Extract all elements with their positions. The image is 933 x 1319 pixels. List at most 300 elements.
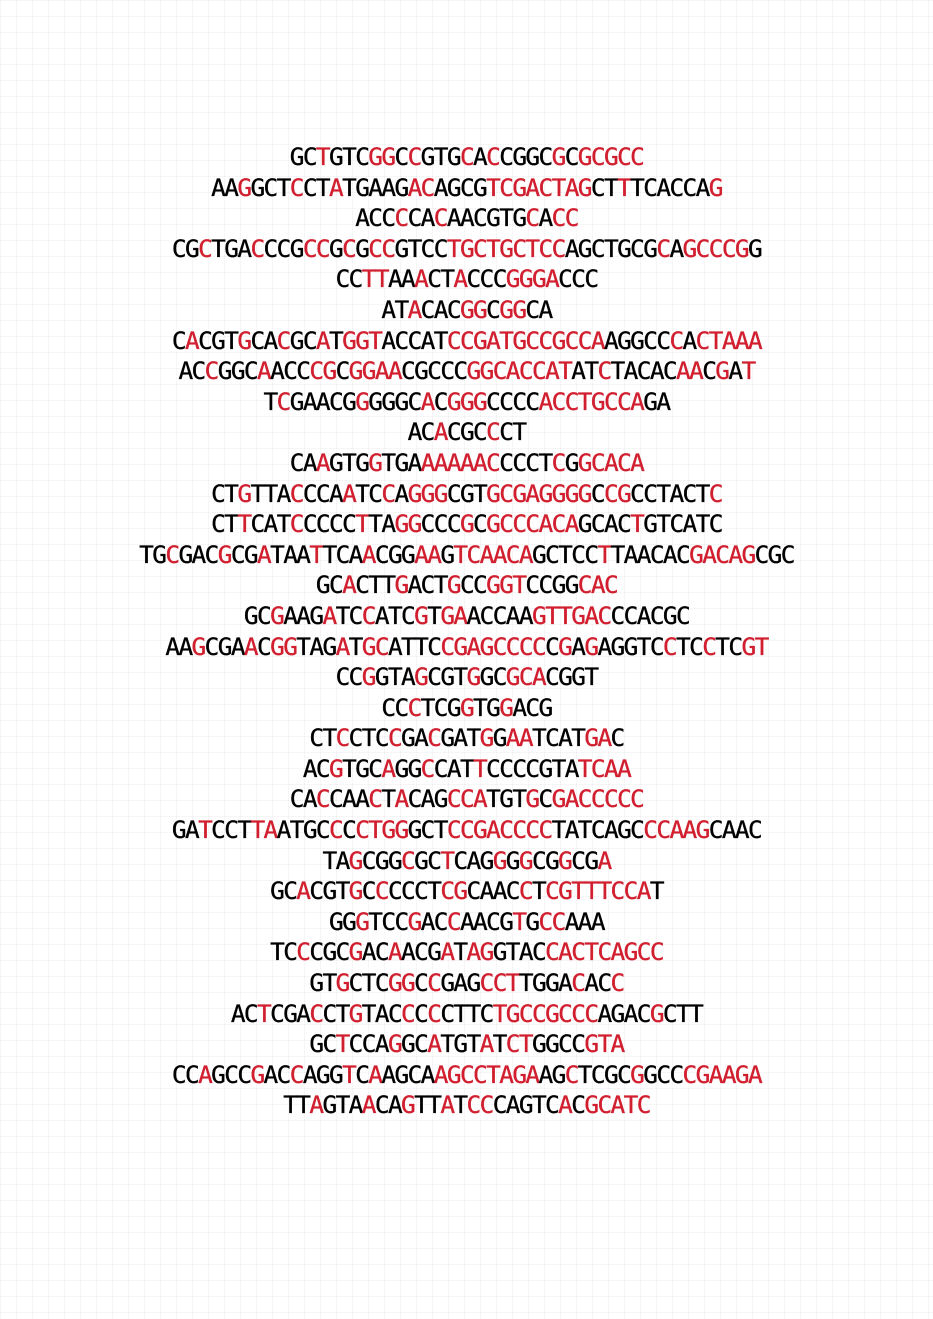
nucleotide: C	[728, 631, 742, 661]
nucleotide: G	[695, 1059, 709, 1089]
nucleotide: G	[558, 631, 572, 661]
nucleotide: G	[224, 233, 238, 263]
nucleotide: T	[577, 1059, 591, 1089]
nucleotide: C	[525, 325, 539, 355]
nucleotide: A	[630, 447, 644, 477]
nucleotide: C	[525, 570, 539, 600]
nucleotide: G	[603, 142, 618, 171]
nucleotide: A	[329, 478, 343, 508]
nucleotide: G	[734, 233, 749, 263]
nucleotide: A	[263, 509, 277, 539]
sequence-line	[322, 846, 610, 877]
sequence-line	[211, 509, 722, 540]
nucleotide: C	[473, 509, 487, 539]
nucleotide: C	[427, 998, 441, 1028]
nucleotide: G	[590, 386, 604, 416]
nucleotide: T	[545, 600, 559, 630]
nucleotide: A	[486, 325, 500, 355]
nucleotide: A	[407, 570, 421, 600]
nucleotide: C	[335, 539, 349, 569]
nucleotide: C	[492, 631, 506, 661]
nucleotide: A	[630, 386, 644, 416]
nucleotide: A	[165, 631, 179, 661]
nucleotide: G	[178, 539, 192, 569]
nucleotide: A	[558, 968, 572, 998]
nucleotide: A	[505, 600, 519, 630]
nucleotide: C	[302, 478, 316, 508]
nucleotide: A	[656, 172, 670, 202]
nucleotide: G	[610, 631, 624, 661]
nucleotide: T	[263, 386, 277, 416]
nucleotide: C	[374, 539, 388, 569]
nucleotide: T	[486, 233, 500, 263]
nucleotide: A	[682, 815, 696, 845]
nucleotide: A	[748, 325, 762, 355]
nucleotide: C	[453, 845, 467, 875]
nucleotide: A	[420, 1059, 434, 1089]
nucleotide: C	[643, 815, 657, 845]
nucleotide: G	[741, 539, 755, 569]
nucleotide: C	[649, 600, 663, 630]
nucleotide: A	[486, 815, 500, 845]
nucleotide: T	[492, 998, 506, 1028]
nucleotide: C	[459, 325, 474, 355]
nucleotide: T	[407, 233, 421, 263]
nucleotide: A	[178, 356, 192, 386]
nucleotide: C	[630, 815, 644, 845]
nucleotide: T	[342, 1059, 356, 1089]
nucleotide: T	[708, 325, 722, 355]
sequence-line	[270, 876, 663, 907]
nucleotide: C	[420, 294, 434, 324]
nucleotide: G	[322, 631, 336, 661]
nucleotide: C	[669, 1059, 683, 1089]
nucleotide: G	[571, 662, 585, 692]
nucleotide: A	[420, 784, 434, 814]
nucleotide: A	[453, 600, 467, 630]
nucleotide: C	[603, 478, 618, 508]
nucleotide: C	[237, 1059, 251, 1089]
nucleotide: A	[184, 325, 199, 355]
nucleotide: G	[734, 1059, 749, 1089]
nucleotide: G	[577, 142, 591, 171]
nucleotide: G	[243, 539, 257, 569]
nucleotide: G	[479, 356, 493, 386]
nucleotide: C	[302, 142, 316, 171]
nucleotide: C	[531, 998, 546, 1028]
nucleotide: G	[551, 570, 565, 600]
nucleotide: G	[407, 753, 421, 783]
nucleotide: G	[217, 356, 231, 386]
nucleotide: T	[453, 937, 467, 967]
nucleotide: G	[407, 906, 421, 936]
nucleotide: G	[230, 356, 244, 386]
nucleotide: T	[394, 294, 408, 324]
nucleotide: G	[499, 906, 513, 936]
nucleotide: A	[466, 631, 480, 661]
nucleotide: C	[545, 1090, 559, 1120]
nucleotide: A	[309, 631, 323, 661]
nucleotide: T	[224, 509, 238, 539]
nucleotide: G	[394, 233, 408, 263]
nucleotide: T	[551, 172, 565, 202]
nucleotide: G	[466, 968, 480, 998]
nucleotide: A	[734, 815, 749, 845]
nucleotide: C	[545, 539, 559, 569]
nucleotide: C	[558, 998, 572, 1028]
nucleotide: G	[505, 845, 519, 875]
nucleotide: G	[283, 998, 297, 1028]
nucleotide: C	[525, 386, 539, 416]
nucleotide: A	[387, 937, 402, 967]
nucleotide: T	[433, 570, 447, 600]
nucleotide: G	[211, 1059, 225, 1089]
nucleotide: T	[453, 539, 467, 569]
nucleotide: C	[381, 233, 395, 263]
sequence-line	[231, 999, 702, 1030]
nucleotide: G	[387, 968, 402, 998]
nucleotide: C	[630, 233, 644, 263]
nucleotide: C	[394, 142, 408, 171]
nucleotide: G	[512, 1059, 526, 1089]
nucleotide: A	[590, 570, 604, 600]
nucleotide: C	[531, 631, 546, 661]
nucleotide: G	[414, 600, 428, 630]
nucleotide: G	[446, 172, 460, 202]
nucleotide: T	[315, 172, 330, 202]
nucleotide: A	[564, 906, 578, 936]
nucleotide: C	[309, 356, 323, 386]
nucleotide: C	[669, 509, 683, 539]
nucleotide: A	[597, 631, 611, 661]
nucleotide: C	[590, 753, 604, 783]
nucleotide: A	[505, 356, 519, 386]
nucleotide: C	[623, 876, 637, 906]
nucleotide: C	[505, 1029, 519, 1059]
nucleotide: C	[401, 845, 415, 875]
nucleotide: C	[662, 356, 676, 386]
nucleotide: C	[590, 447, 604, 477]
nucleotide: G	[407, 509, 421, 539]
nucleotide: T	[603, 233, 618, 263]
nucleotide: T	[433, 325, 447, 355]
nucleotide: C	[283, 356, 297, 386]
nucleotide: C	[263, 172, 277, 202]
nucleotide: G	[414, 662, 428, 692]
nucleotide: A	[322, 600, 336, 630]
nucleotide: C	[590, 233, 604, 263]
nucleotide: C	[571, 1029, 585, 1059]
nucleotide: C	[479, 968, 493, 998]
nucleotide: C	[676, 539, 690, 569]
nucleotide: C	[243, 356, 257, 386]
nucleotide: C	[636, 937, 650, 967]
nucleotide: T	[257, 998, 271, 1028]
nucleotide: A	[446, 203, 460, 233]
nucleotide: A	[198, 1059, 212, 1089]
nucleotide: A	[466, 600, 480, 630]
nucleotide: C	[204, 356, 218, 386]
nucleotide: A	[721, 325, 735, 355]
nucleotide: C	[381, 906, 395, 936]
nucleotide: T	[630, 509, 644, 539]
nucleotide: C	[558, 264, 572, 294]
nucleotide: C	[525, 753, 539, 783]
nucleotide: A	[387, 631, 402, 661]
nucleotide: C	[381, 203, 395, 233]
nucleotide: C	[558, 1029, 572, 1059]
nucleotide: C	[309, 937, 323, 967]
nucleotide: C	[610, 723, 624, 753]
nucleotide: C	[198, 325, 212, 355]
nucleotide: A	[531, 662, 546, 692]
nucleotide: A	[315, 447, 330, 477]
nucleotide: C	[322, 998, 336, 1028]
nucleotide: C	[394, 325, 408, 355]
nucleotide: A	[329, 172, 343, 202]
nucleotide: C	[309, 876, 323, 906]
nucleotide: C	[636, 356, 650, 386]
nucleotide: A	[669, 815, 683, 845]
nucleotide: G	[348, 998, 362, 1028]
nucleotide: T	[505, 937, 519, 967]
nucleotide: A	[407, 447, 421, 477]
nucleotide: T	[361, 998, 375, 1028]
nucleotide: C	[518, 998, 532, 1028]
nucleotide: G	[518, 1090, 532, 1120]
nucleotide: T	[473, 478, 487, 508]
nucleotide: A	[453, 264, 467, 294]
nucleotide: A	[492, 876, 506, 906]
nucleotide: C	[473, 233, 487, 263]
nucleotide: A	[597, 723, 611, 753]
nucleotide: C	[662, 631, 676, 661]
sequence-line	[408, 417, 526, 448]
nucleotide: A	[656, 386, 670, 416]
nucleotide: A	[276, 478, 290, 508]
nucleotide: A	[721, 1059, 735, 1089]
nucleotide: A	[728, 356, 742, 386]
nucleotide: G	[459, 386, 474, 416]
nucleotide: C	[374, 937, 388, 967]
nucleotide: G	[486, 509, 500, 539]
nucleotide: G	[361, 631, 375, 661]
nucleotide: C	[597, 356, 611, 386]
nucleotide: C	[322, 1029, 336, 1059]
nucleotide: G	[682, 233, 696, 263]
sequence-line	[309, 968, 623, 999]
sequence-line	[309, 1029, 623, 1060]
nucleotide: G	[617, 233, 631, 263]
nucleotide: C	[309, 723, 323, 753]
nucleotide: C	[538, 815, 552, 845]
nucleotide: T	[361, 968, 375, 998]
nucleotide: C	[289, 1059, 303, 1089]
nucleotide: C	[361, 600, 375, 630]
nucleotide: A	[564, 784, 578, 814]
nucleotide: G	[446, 142, 460, 171]
nucleotide: A	[558, 937, 572, 967]
nucleotide: G	[433, 784, 447, 814]
nucleotide: C	[230, 539, 244, 569]
nucleotide: G	[394, 753, 408, 783]
nucleotide: A	[545, 264, 559, 294]
nucleotide: G	[531, 968, 546, 998]
nucleotide: A	[518, 937, 532, 967]
nucleotide: T	[531, 723, 546, 753]
nucleotide: C	[401, 998, 415, 1028]
nucleotide: T	[525, 233, 539, 263]
nucleotide: C	[171, 1059, 185, 1089]
nucleotide: C	[315, 784, 330, 814]
nucleotide: A	[427, 539, 441, 569]
nucleotide: G	[394, 172, 408, 202]
nucleotide: C	[597, 600, 611, 630]
nucleotide: C	[590, 172, 604, 202]
nucleotide: C	[669, 172, 683, 202]
nucleotide: T	[610, 356, 624, 386]
nucleotide: C	[518, 356, 532, 386]
nucleotide: A	[453, 723, 467, 753]
nucleotide: A	[518, 600, 532, 630]
nucleotide: A	[257, 356, 271, 386]
nucleotide: G	[459, 233, 474, 263]
nucleotide: T	[322, 968, 336, 998]
nucleotide: C	[512, 753, 526, 783]
nucleotide: A	[479, 876, 493, 906]
nucleotide: G	[525, 906, 539, 936]
nucleotide: C	[525, 815, 539, 845]
nucleotide: C	[689, 631, 703, 661]
nucleotide: C	[538, 142, 552, 171]
nucleotide: C	[329, 570, 343, 600]
nucleotide: A	[381, 1059, 395, 1089]
nucleotide: C	[525, 447, 539, 477]
nucleotide: C	[420, 753, 434, 783]
nucleotide: C	[466, 876, 480, 906]
nucleotide: G	[289, 325, 303, 355]
nucleotide: A	[636, 876, 650, 906]
sequence-line	[165, 632, 767, 663]
nucleotide: A	[571, 631, 585, 661]
nucleotide: C	[407, 325, 421, 355]
nucleotide: C	[603, 784, 618, 814]
nucleotide: C	[473, 1059, 487, 1089]
nucleotide: A	[420, 325, 434, 355]
nucleotide: C	[525, 203, 539, 233]
nucleotide: T	[538, 447, 552, 477]
nucleotide: C	[407, 1059, 421, 1089]
nucleotide: T	[473, 692, 487, 722]
nucleotide: G	[348, 845, 362, 875]
nucleotide: C	[407, 692, 421, 722]
nucleotide: C	[309, 998, 323, 1028]
nucleotide: T	[512, 417, 526, 447]
nucleotide: A	[577, 906, 591, 936]
nucleotide: C	[440, 998, 454, 1028]
nucleotide: A	[473, 906, 487, 936]
nucleotide: C	[276, 386, 290, 416]
nucleotide: C	[479, 600, 493, 630]
nucleotide: G	[473, 815, 487, 845]
nucleotide: G	[270, 600, 284, 630]
nucleotide: G	[394, 570, 408, 600]
nucleotide: A	[623, 356, 637, 386]
nucleotide: T	[250, 815, 264, 845]
nucleotide: A	[682, 509, 696, 539]
nucleotide: G	[440, 723, 454, 753]
sequence-line	[211, 173, 722, 204]
nucleotide: C	[545, 937, 559, 967]
nucleotide: G	[289, 386, 303, 416]
nucleotide: G	[322, 876, 336, 906]
nucleotide: T	[440, 845, 454, 875]
nucleotide: T	[518, 968, 532, 998]
nucleotide: T	[361, 723, 375, 753]
nucleotide: C	[538, 233, 552, 263]
nucleotide: C	[545, 662, 559, 692]
nucleotide: C	[446, 784, 460, 814]
nucleotide: C	[708, 478, 722, 508]
nucleotide: C	[427, 968, 441, 998]
nucleotide: C	[165, 539, 179, 569]
nucleotide: T	[250, 478, 264, 508]
nucleotide: G	[401, 968, 415, 998]
sequence-line	[290, 448, 644, 479]
nucleotide: G	[440, 968, 454, 998]
nucleotide: C	[512, 386, 526, 416]
nucleotide: G	[551, 142, 565, 171]
nucleotide: T	[551, 753, 565, 783]
nucleotide: A	[276, 815, 290, 845]
nucleotide: C	[538, 784, 552, 814]
nucleotide: C	[433, 692, 447, 722]
nucleotide: A	[414, 723, 428, 753]
nucleotide: G	[643, 233, 657, 263]
nucleotide: A	[603, 447, 618, 477]
nucleotide: G	[531, 600, 546, 630]
nucleotide: A	[525, 172, 539, 202]
nucleotide: C	[342, 815, 356, 845]
nucleotide: G	[603, 1059, 618, 1089]
nucleotide: A	[676, 356, 690, 386]
nucleotide: C	[525, 692, 539, 722]
nucleotide: A	[479, 1029, 493, 1059]
nucleotide: A	[590, 325, 604, 355]
nucleotide: A	[433, 294, 447, 324]
nucleotide: T	[335, 876, 349, 906]
nucleotide: G	[440, 600, 454, 630]
nucleotide: C	[302, 172, 316, 202]
nucleotide: C	[204, 539, 218, 569]
nucleotide: C	[708, 815, 722, 845]
nucleotide: G	[499, 294, 513, 324]
nucleotide: C	[387, 723, 402, 753]
nucleotide: C	[571, 1090, 585, 1120]
nucleotide: C	[649, 937, 663, 967]
nucleotide: T	[754, 631, 768, 661]
nucleotide: G	[368, 447, 382, 477]
nucleotide: T	[551, 815, 565, 845]
nucleotide: G	[250, 172, 264, 202]
sequence-line	[309, 723, 623, 754]
nucleotide: G	[499, 692, 513, 722]
nucleotide: C	[492, 264, 506, 294]
nucleotide: A	[505, 1090, 519, 1120]
nucleotide: A	[335, 631, 349, 661]
nucleotide: A	[446, 753, 460, 783]
sequence-line	[244, 601, 689, 632]
